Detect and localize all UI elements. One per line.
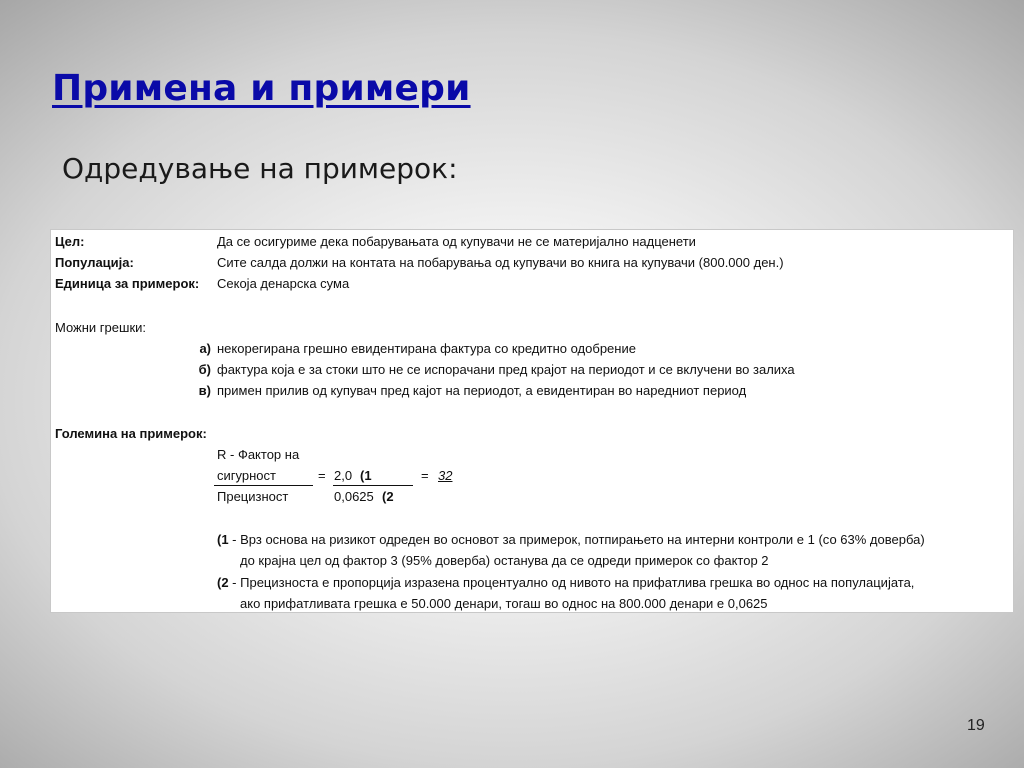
footnote-2-ref: (2: [217, 575, 229, 590]
formula-equals-2: =: [421, 468, 429, 483]
footnote-2-text: - Прецизноста е пропорција изразена процентуално од нивото на прифатлива грешка во однос на популацијата,: [228, 575, 915, 590]
slide-subtitle: Одредување на примерок:: [62, 152, 458, 185]
sampling-unit-value: Секоја денарска сума: [217, 276, 350, 291]
footnote-1-ref: (1: [217, 532, 229, 547]
formula-note2-ref: (2: [382, 489, 394, 504]
formula-note1-ref: (1: [360, 468, 372, 483]
formula-result: 32: [438, 468, 453, 483]
population-label: Популација:: [55, 255, 134, 270]
possible-errors-label: Можни грешки:: [55, 320, 146, 335]
error-text-b: фактура која е за стоки што не се испорачани пред крајот на периодот и се вклучени во залиха: [217, 362, 795, 377]
fraction-line-left: [214, 485, 313, 486]
fraction-line-right: [333, 485, 413, 486]
slide-title: Примена и примери: [52, 68, 471, 109]
error-text-a: некорегирана грешно евидентирана фактура со кредитно одобрение: [217, 341, 636, 356]
formula-r-label-line1: R - Фактор на: [217, 447, 300, 462]
formula-r-label-line2: сигурност: [217, 468, 276, 483]
formula-precision-label: Прецизност: [217, 489, 289, 504]
goal-value: Да се осигуриме дека побарувањата од купувачи не се материјално надценети: [217, 234, 696, 249]
error-text-c: примен прилив од купувач пред кајот на периодот, а евидентиран во наредниот период: [217, 383, 747, 398]
formula-precision-value: 0,0625: [334, 489, 374, 504]
sample-determination-table: [50, 229, 1014, 613]
formula-r-value: 2,0: [334, 468, 353, 483]
footnote-2-line1: [217, 574, 914, 592]
error-key-b: б): [198, 362, 211, 377]
footnote-1-line1: [217, 531, 925, 549]
error-key-a: а): [199, 341, 211, 356]
footnote-1-line2: до крајна цел од фактор 3 (95% доверба) останува да се одреди примерок со фактор 2: [240, 553, 769, 568]
error-key-c: в): [198, 383, 211, 398]
formula-equals-1: =: [318, 468, 326, 483]
sample-size-label: Големина на примерок:: [55, 426, 207, 441]
sampling-unit-label: Единица за примерок:: [55, 276, 200, 291]
footnote-2-line2: ако прифатливата грешка е 50.000 денари, тогаш во однос на 800.000 денари е 0,0625: [240, 596, 768, 611]
footnote-1-text: - Врз основа на ризикот одреден во основот за примерок, потпирањето на интерни контроли е 1 (со 63% доверба): [228, 532, 925, 547]
population-value: Сите салда должи на контата на побарувања од купувачи во книга на купувачи (800.000 ден.): [217, 255, 784, 270]
goal-label: Цел:: [55, 234, 85, 249]
page-number: 19: [967, 717, 985, 734]
